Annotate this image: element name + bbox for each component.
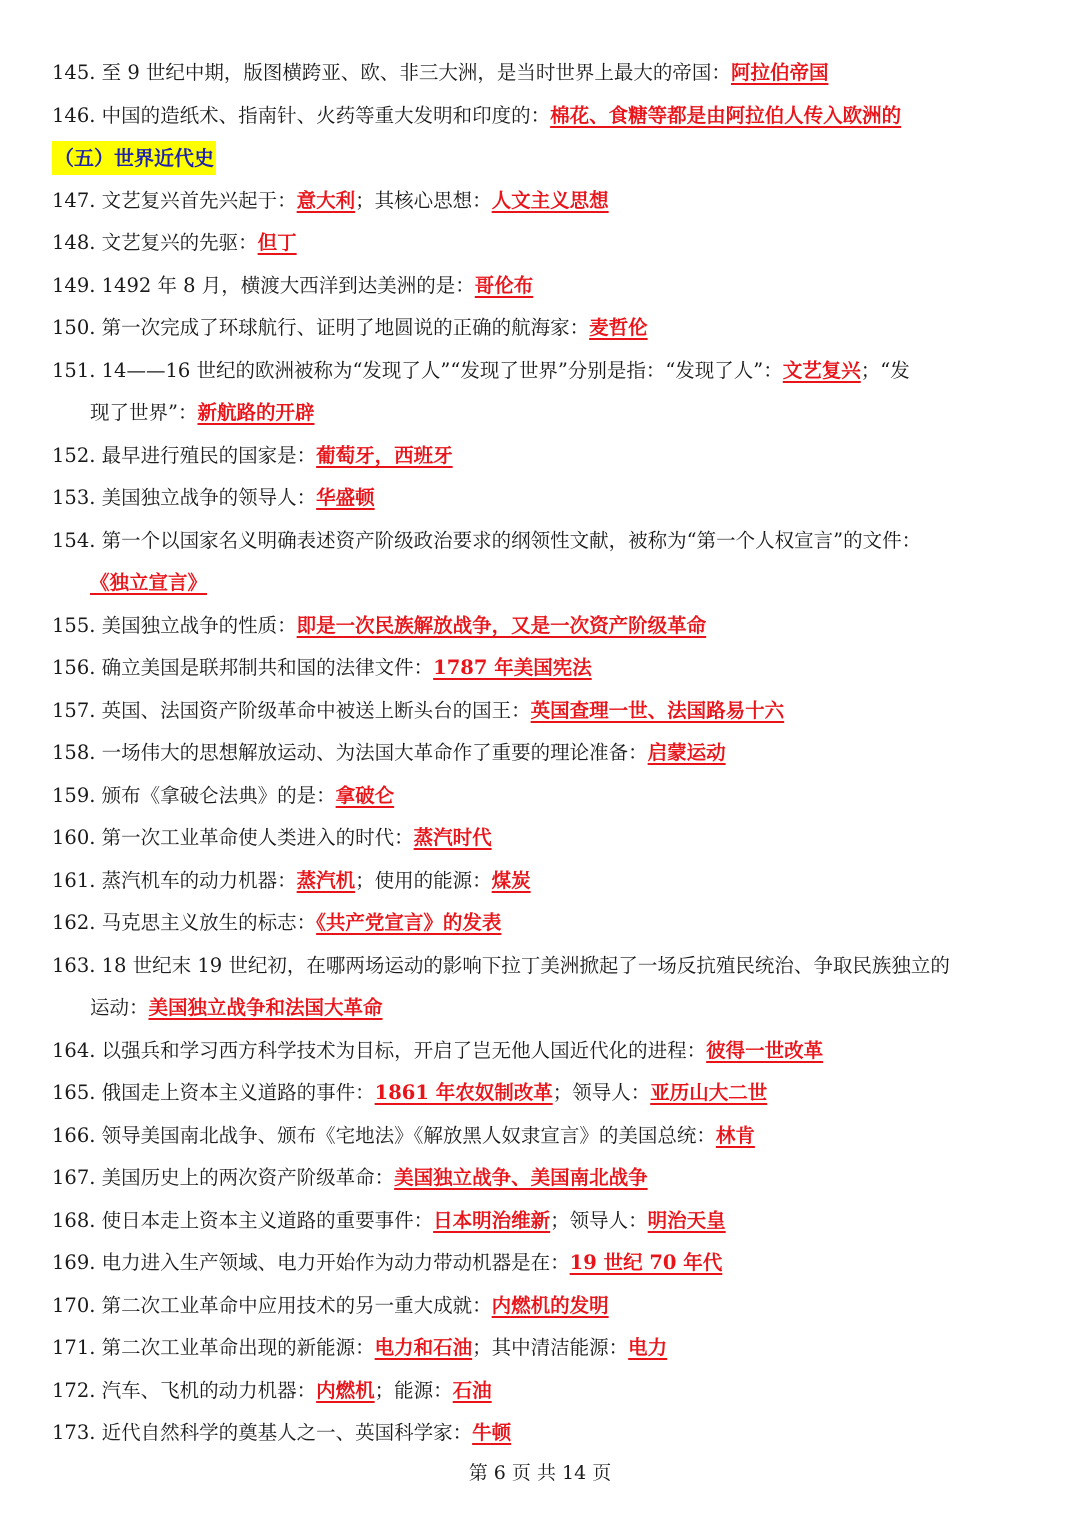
item-number: 170. (52, 1293, 102, 1317)
list-item (0, 732, 1080, 775)
list-item (0, 1200, 1080, 1243)
question-text: 第一次完成了环球航行、证明了地圆说的正确的航海家： (101, 316, 590, 339)
list-item (0, 1030, 1080, 1073)
question-text: ；领导人： (552, 1081, 651, 1104)
answer-text: 1861 年农奴制改革 (374, 1081, 553, 1104)
answer-text: 文艺复兴 (782, 358, 861, 382)
question-text: 美国独立战争的性质： (101, 613, 297, 637)
answer-text: 意大利 (296, 188, 356, 212)
list-item (0, 1157, 1080, 1200)
list-item (0, 180, 1080, 223)
answer-text: 美国独立战争、美国南北战争 (394, 1166, 648, 1189)
item-number: 150. (52, 316, 102, 339)
answer-text: 新航路的开辟 (197, 401, 315, 424)
answer-text: 1787 年美国宪法 (433, 656, 592, 679)
section-title: （五）世界近代史 (52, 141, 216, 175)
question-text: 马克思主义放生的标志： (101, 911, 317, 934)
question-text: 电力进入生产领域、电力开始作为动力带动机器是在： (101, 1251, 570, 1274)
list-item (0, 350, 1080, 435)
item-number: 163. (52, 953, 102, 977)
answer-text: 棉花、食糖等都是由阿拉伯人传入欧洲的 (550, 103, 902, 127)
item-line (52, 945, 1032, 988)
answer-text: 即是一次民族解放战争，又是一次资产阶级革命 (296, 613, 707, 637)
question-text: 汽车、飞机的动力机器： (101, 1378, 317, 1402)
list-item (0, 265, 1080, 308)
item-number: 155. (52, 613, 102, 637)
list-item (0, 860, 1080, 903)
question-text: 至 9 世纪中期，版图横跨亚、欧、非三大洲，是当时世界上最大的帝国： (101, 61, 731, 84)
item-number: 148. (52, 231, 102, 254)
answer-text: 英国查理一世、法国路易十六 (530, 698, 785, 722)
item-number: 153. (52, 486, 102, 509)
question-list-top (0, 52, 1080, 137)
list-item (0, 477, 1080, 520)
answer-text: 蒸汽机 (296, 868, 356, 892)
list-item (0, 690, 1080, 733)
item-number: 164. (52, 1038, 102, 1062)
answer-text: 哥伦布 (474, 273, 534, 297)
answer-text: 内燃机的发明 (491, 1293, 609, 1317)
answer-text: 但丁 (257, 231, 297, 254)
list-item (0, 1115, 1080, 1158)
question-text: 以强兵和学习西方科学技术为目标，开启了岂无他人国近代化的进程： (101, 1038, 707, 1062)
question-text: ；使用的能源： (355, 868, 492, 892)
question-text: 美国独立战争的领导人： (101, 486, 317, 509)
item-number: 158. (52, 741, 102, 764)
list-item (0, 52, 1080, 95)
document-body (0, 52, 1080, 1455)
item-number: 160. (52, 826, 102, 849)
item-line (52, 350, 1032, 393)
question-text: 运动： (90, 996, 149, 1019)
item-number: 172. (52, 1378, 102, 1402)
question-text: 领导美国南北战争、颁布《宅地法》《解放黑人奴隶宣言》的美国总统： (101, 1123, 716, 1147)
question-text: 中国的造纸术、指南针、火药等重大发明和印度的： (101, 103, 551, 127)
question-text: 第一次工业革命使人类进入的时代： (101, 826, 414, 849)
question-text: ；其中清洁能源： (472, 1336, 629, 1359)
list-item (0, 1370, 1080, 1413)
list-item (0, 817, 1080, 860)
item-number: 154. (52, 528, 102, 552)
answer-text: 美国独立战争和法国大革命 (148, 996, 383, 1019)
item-number: 147. (52, 188, 102, 212)
item-line (52, 520, 1032, 563)
question-text: ；领导人： (550, 1208, 648, 1232)
list-item (0, 945, 1080, 1030)
item-line-continued (52, 987, 1032, 1030)
answer-text: 《独立宣言》 (90, 571, 208, 594)
page-footer: 第 6 页 共 14 页 (468, 1462, 612, 1484)
item-number: 171. (52, 1336, 102, 1359)
list-item (0, 1412, 1080, 1455)
list-item (0, 1242, 1080, 1285)
item-number: 169. (52, 1251, 102, 1274)
item-number: 152. (52, 443, 102, 467)
list-item (0, 307, 1080, 350)
list-item (0, 1285, 1080, 1328)
question-text: 美国历史上的两次资产阶级革命： (101, 1166, 395, 1189)
answer-text: 煤炭 (491, 868, 531, 892)
item-number: 146. (52, 103, 102, 127)
answer-text: 葡萄牙，西班牙 (316, 443, 453, 467)
question-text: ；其核心思想： (355, 188, 492, 212)
answer-text: 华盛顿 (316, 486, 375, 509)
question-text: 近代自然科学的奠基人之一、英国科学家： (101, 1421, 473, 1444)
question-text: 第一个以国家名义明确表述资产阶级政治要求的纲领性文献，被称为“第一个人权宣言”的文件： (101, 528, 922, 552)
list-item (0, 222, 1080, 265)
list-item (0, 775, 1080, 818)
answer-text: 蒸汽时代 (413, 826, 492, 849)
item-number: 145. (52, 61, 102, 84)
answer-text: 拿破仑 (335, 783, 395, 807)
item-number: 159. (52, 783, 102, 807)
item-number: 161. (52, 868, 102, 892)
item-number: 157. (52, 698, 102, 722)
item-number: 165. (52, 1081, 102, 1104)
item-number: 149. (52, 273, 102, 297)
answer-text: 麦哲伦 (589, 316, 648, 339)
item-line-continued (52, 392, 1032, 435)
question-text: 文艺复兴首先兴起于： (101, 188, 297, 212)
answer-text: 内燃机 (316, 1378, 375, 1402)
question-text: 最早进行殖民的国家是： (101, 443, 317, 467)
item-line-continued (52, 562, 1032, 605)
question-text: 14——16 世纪的欧洲被称为“发现了人”“发现了世界”分别是指：“发现了人”： (101, 358, 783, 382)
answer-text: 《共产党宣言》的发表 (316, 911, 502, 934)
item-number: 156. (52, 656, 102, 679)
question-text: 蒸汽机车的动力机器： (101, 868, 297, 892)
answer-text: 人文主义思想 (491, 188, 609, 212)
answer-text: 电力 (628, 1336, 668, 1359)
list-item (0, 520, 1080, 605)
list-item (0, 95, 1080, 138)
item-number: 151. (52, 358, 102, 382)
question-text: ；“发 (860, 358, 910, 382)
section-heading (0, 137, 1080, 180)
answer-text: 阿拉伯帝国 (730, 61, 829, 84)
question-text: 18 世纪末 19 世纪初，在哪两场运动的影响下拉丁美洲掀起了一场反抗殖民统治、争取民族独立的 (101, 953, 950, 977)
item-number: 167. (52, 1166, 102, 1189)
answer-text: 牛顿 (472, 1421, 512, 1444)
question-text: 一场伟大的思想解放运动、为法国大革命作了重要的理论准备： (101, 741, 648, 764)
answer-text: 日本明治维新 (433, 1208, 551, 1232)
answer-text: 亚历山大二世 (650, 1081, 768, 1104)
list-item (0, 605, 1080, 648)
question-text: 1492 年 8 月，横渡大西洋到达美洲的是： (101, 273, 475, 297)
question-text: 文艺复兴的先驱： (101, 231, 258, 254)
item-number: 162. (52, 911, 102, 934)
item-number: 168. (52, 1208, 102, 1232)
answer-text: 明治天皇 (647, 1208, 726, 1232)
item-number: 173. (52, 1421, 102, 1444)
question-text: 俄国走上资本主义道路的事件： (101, 1081, 375, 1104)
answer-text: 石油 (452, 1378, 492, 1402)
list-item (0, 435, 1080, 478)
list-item (0, 902, 1080, 945)
question-text: 现了世界”： (90, 401, 198, 424)
answer-text: 彼得一世改革 (706, 1038, 824, 1062)
list-item (0, 1072, 1080, 1115)
question-text: 第二次工业革命出现的新能源： (101, 1336, 375, 1359)
question-text: 使日本走上资本主义道路的重要事件： (101, 1208, 434, 1232)
question-text: 英国、法国资产阶级革命中被送上断头台的国王： (101, 698, 531, 722)
question-text: ；能源： (374, 1378, 453, 1402)
question-list (0, 180, 1080, 1455)
list-item (0, 647, 1080, 690)
answer-text: 19 世纪 70 年代 (569, 1251, 723, 1274)
answer-text: 电力和石油 (374, 1336, 473, 1359)
item-number: 166. (52, 1123, 102, 1147)
question-text: 颁布《拿破仑法典》的是： (101, 783, 336, 807)
list-item (0, 1327, 1080, 1370)
answer-text: 林肯 (715, 1123, 755, 1147)
answer-text: 启蒙运动 (647, 741, 726, 764)
question-text: 确立美国是联邦制共和国的法律文件： (101, 656, 434, 679)
question-text: 第二次工业革命中应用技术的另一重大成就： (101, 1293, 492, 1317)
